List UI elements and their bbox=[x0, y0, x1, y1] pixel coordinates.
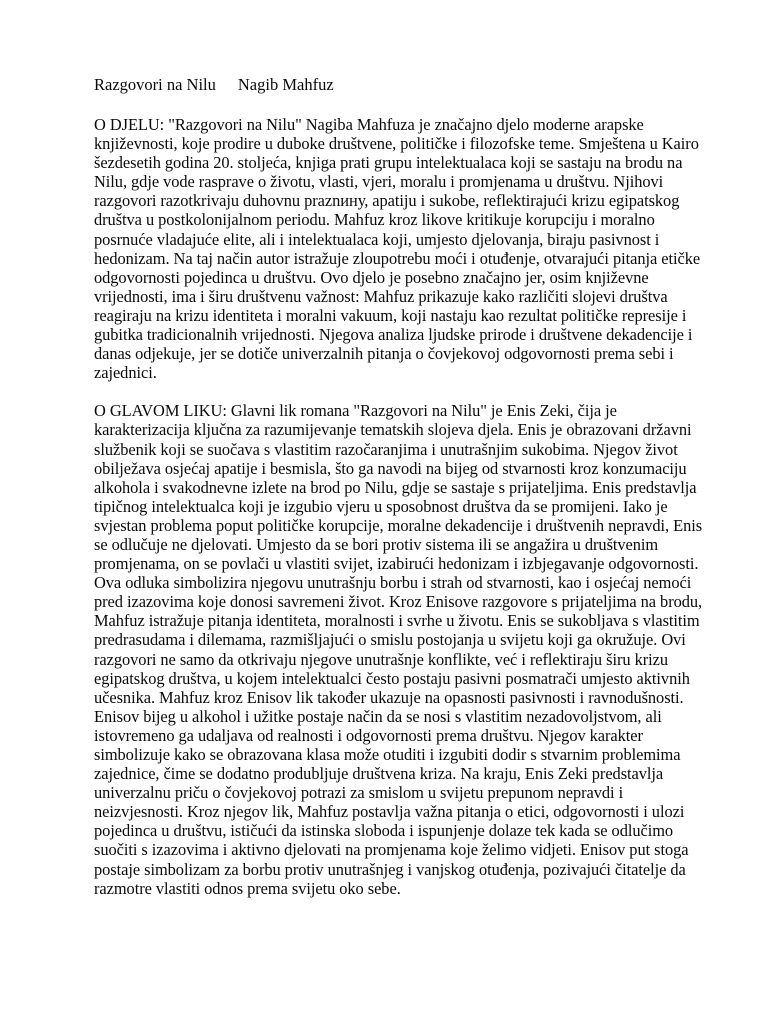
document-title: Razgovori na Nilu bbox=[94, 75, 216, 94]
document-header bbox=[94, 75, 708, 94]
paragraph-about-work: O DJELU: "Razgovori na Nilu" Nagiba Mahfuza je značajno djelo moderne arapske književnosti, koje prodire u duboke društvene, političke i filozofske teme. Smještena u Kairo šezdesetih godina 20. stoljeća, knjiga prati grupu intelektualaca koji se sastaju na brodu na Nilu, gdje vode rasprave o životu, vlasti, vjeri, moralu i promjenama u društvu. Njihovi razgovori razotkrivaju duhovnu praznину, apatiju i sukobe, reflektirajući krizu egipatskog društva u postkolonijalnom periodu. Mahfuz kroz likove kritikuje korupciju i moralno posrnuće vladajuće elite, ali i intelektualaca koji, umjesto djelovanja, biraju pasivnost i hedonizam. Na taj način autor istražuje zloupotrebu moći i otuđenje, otvarajući pitanja etičke odgovornosti pojedinca u društvu. Ovo djelo je posebno značajno jer, osim književne vrijednosti, ima i širu društvenu važnost: Mahfuz prikazuje kako različiti slojevi društva reagiraju na krizu identiteta i moralni vakuum, koji nastaju kao rezultat političke represije i gubitka tradicionalnih vrijednosti. Njegova analiza ljudske prirode i društvene dekadencije i danas odjekuje, jer se dotiče univerzalnih pitanja o čovjekovoj odgovornosti prema sebi i zajednici. bbox=[94, 115, 701, 383]
paragraph-about-main-character: O GLAVOM LIKU: Glavni lik romana "Razgovori na Nilu" je Enis Zeki, čija je karakterizacija ključna za razumijevanje tematskih slojeva djela. Enis je obrazovani državni službenik koji se suočava s vlastitim razočaranjima i unutrašnjim sukobima. Njegov život obilježava osjećaj apatije i besmisla, što ga navodi na bijeg od stvarnosti kroz konzumaciju alkohola i svakodnevne izlete na brod po Nilu, gdje se sastaje s prijateljima. Enis predstavlja tipičnog intelektualca koji je izgubio vjeru u sposobnost društva da se promijeni. Iako je svjestan problema poput političke korupcije, moralne dekadencije i društvenih nepravdi, Enis se odlučuje ne djelovati. Umjesto da se bori protiv sistema ili se angažira u društvenim promjenama, on se povlači u vlastiti svijet, izabirući hedonizam i izbjegavanje odgovornosti. Ova odluka simbolizira njegovu unutrašnju borbu i strah od stvarnosti, kao i osjećaj nemoći pred izazovima koje donosi savremeni život. Kroz Enisove razgovore s prijateljima na brodu, Mahfuz istražuje pitanja identiteta, moralnosti i svrhe u životu. Enis se sukobljava s vlastitim predrasudama i dilemama, razmišljajući o smislu postojanja u svijetu koji ga okružuje. Ovi razgovori ne samo da otkrivaju njegove unutrašnje konflikte, već i reflektiraju širu krizu egipatskog društva, u kojem intelektualci često postaju pasivni posmatrači umjesto aktivnih učesnika. Mahfuz kroz Enisov lik također ukazuje na opasnosti pasivnosti i ravnodušnosti. Enisov bijeg u alkohol i užitke postaje način da se nosi s vlastitim nezadovoljstvom, ali istovremeno ga udaljava od realnosti i odgovornosti prema društvu. Njegov karakter simbolizuje kako se obrazovana klasa može otuditi i izgubiti dodir s stvarnim problemima zajednice, čime se dodatno produbljuje društvena kriza. Na kraju, Enis Zeki predstavlja univerzalnu priču o čovjekovoj potrazi za smislom u svijetu prepunom nepravdi i neizvjesnosti. Kroz njegov lik, Mahfuz postavlja važna pitanja o etici, odgovornosti i ulozi pojedinca u društvu, ističući da istinska sloboda i ispunjenje dolaze tek kada se odlučimo suočiti s izazovima i aktivno djelovati na promjenama koje želimo vidjeti. Enisov put stoga postaje simbolizam za borbu protiv unutrašnjeg i vanjskog otuđenja, pozivajući čitatelje da razmotre vlastiti odnos prema svijetu oko sebe. bbox=[94, 401, 703, 898]
document-author: Nagib Mahfuz bbox=[237, 75, 334, 94]
